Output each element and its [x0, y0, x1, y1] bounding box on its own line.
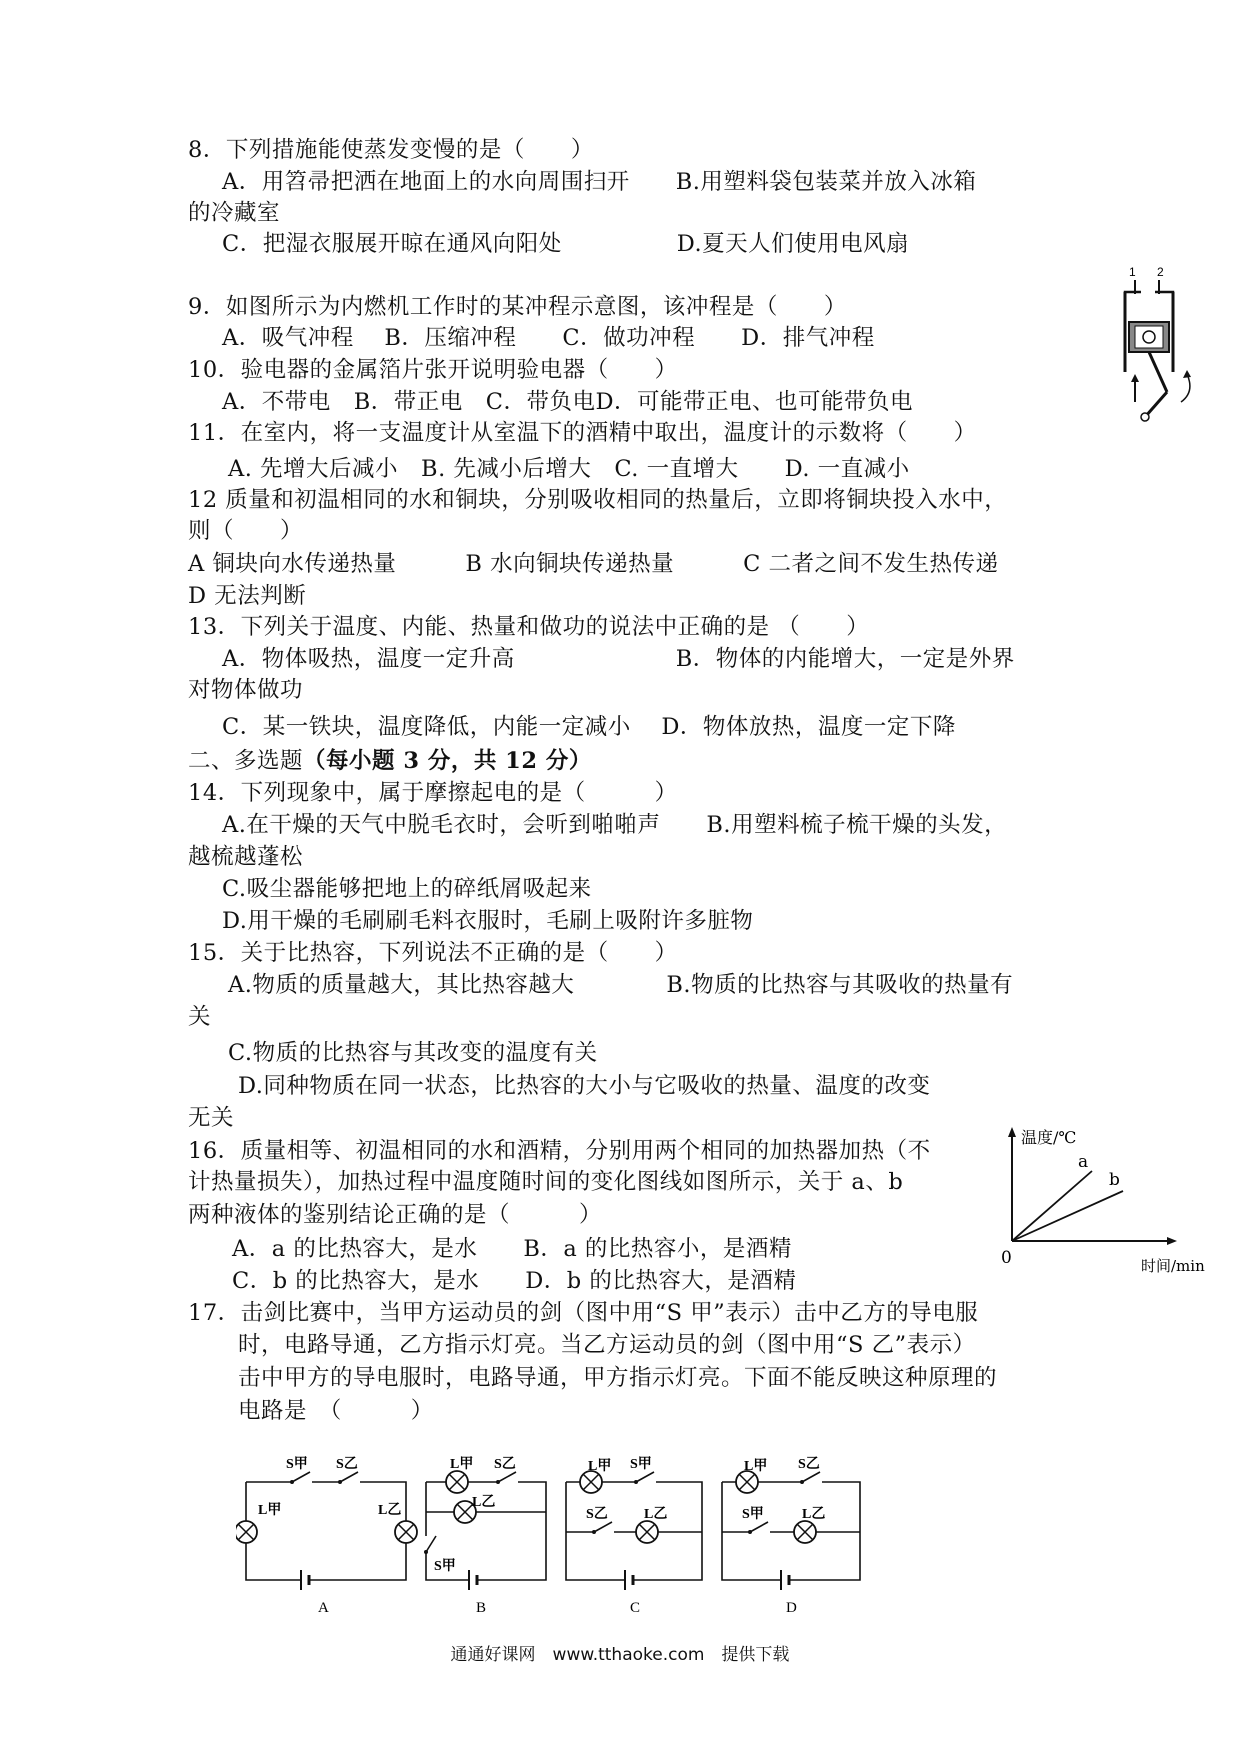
footer-credit: 通通好课网 www.tthaoke.com 提供下载 [450, 1645, 790, 1665]
graph-x-label: 时间/min [1141, 1257, 1205, 1275]
circuit-b-l-jia: L甲 [450, 1457, 474, 1472]
circuit-b-l-yi: L乙 [472, 1495, 496, 1510]
q12-options-abc: A 铜块向水传递热量 B 水向铜块传递热量 C 二者之间不发生热传递 [188, 551, 999, 577]
q10-stem: 10．验电器的金属箔片张开说明验电器（ ） [188, 357, 678, 383]
q17-stem: 17．击剑比赛中，当甲方运动员的剑（图中用“S 甲”表示）击中乙方的导电服 [188, 1300, 979, 1326]
line-a-label: a [1078, 1152, 1089, 1172]
q12-option-d: D 无法判断 [188, 583, 307, 609]
q13-stem: 13．下列关于温度、内能、热量和做功的说法中正确的是 （ ） [188, 614, 870, 640]
q16-stem-cont-1: 计热量损失），加热过程中温度随时间的变化图线如图所示，关于 a、b [188, 1169, 904, 1195]
q10-options: A．不带电 B．带正电 C．带负电D．可能带正电、也可能带负电 [222, 389, 914, 415]
circuit-a-s-yi: S乙 [336, 1457, 358, 1472]
q13-options-ab-cont: 对物体做功 [188, 677, 304, 703]
line-b [1012, 1191, 1123, 1241]
circuit-c [566, 1456, 702, 1612]
q15-option-c: C.物质的比热容与其改变的温度有关 [228, 1040, 598, 1066]
q8-stem: 8．下列措施能使蒸发变慢的是（ ） [188, 137, 594, 163]
q12-stem: 12 质量和初温相同的水和铜块，分别吸收相同的热量后，立即将铜块投入水中， [188, 487, 1008, 513]
engine-stroke-figure [1115, 262, 1215, 432]
q14-options-ab: A.在干燥的天气中脱毛衣时，会听到啪啪声 B.用塑料梳子梳干燥的头发， [222, 812, 1008, 838]
circuit-d-s-yi: S乙 [798, 1457, 820, 1472]
q16-options-cd: C．b 的比热容大，是水 D．b 的比热容大，是酒精 [232, 1268, 797, 1294]
q16-stem-cont-2: 两种液体的鉴别结论正确的是（ ） [188, 1202, 603, 1228]
circuit-c-s-yi: S乙 [586, 1507, 608, 1522]
circuit-a-l-jia: L甲 [258, 1503, 282, 1518]
valve-label-1: 1 [1129, 265, 1136, 279]
q15-options-ab: A.物质的质量越大，其比热容越大 B.物质的比热容与其吸收的热量有 [228, 972, 1014, 998]
q9-stem: 9．如图所示为内燃机工作时的某冲程示意图，该冲程是（ ） [188, 294, 847, 320]
q17-stem-cont-2: 击中甲方的导电服时，电路导通，甲方指示灯亮。下面不能反映这种原理的 [238, 1365, 998, 1391]
q14-option-d: D.用干燥的毛刷刷毛料衣服时，毛刷上吸附许多脏物 [222, 908, 754, 934]
q14-option-c: C.吸尘器能够把地上的碎纸屑吸起来 [222, 876, 592, 902]
q17-stem-cont-3: 电路是 （ ） [238, 1398, 434, 1424]
q9-options: A．吸气冲程 B．压缩冲程 C．做功冲程 D．排气冲程 [222, 325, 875, 351]
q15-option-d-cont: 无关 [188, 1105, 235, 1131]
circuit-b [424, 1456, 546, 1612]
graph-y-label: 温度/℃ [1021, 1128, 1077, 1147]
section-2-note: （每小题 3 分，共 12 分） [303, 748, 592, 774]
section-2-heading [188, 746, 592, 776]
circuit-b-caption: B [476, 1600, 487, 1612]
graph-origin: 0 [1001, 1248, 1012, 1268]
circuit-diagrams [236, 1452, 956, 1612]
q12-stem-cont: 则（ ） [188, 518, 304, 544]
q14-options-ab-cont: 越梳越蓬松 [188, 844, 304, 870]
circuit-d-s-jia: S甲 [742, 1507, 764, 1522]
q16-options-ab: A．a 的比热容大，是水 B．a 的比热容小，是酒精 [232, 1236, 792, 1262]
circuit-c-s-jia: S甲 [630, 1457, 652, 1472]
circuit-a-caption: A [318, 1600, 329, 1612]
circuit-b-s-yi: S乙 [494, 1457, 516, 1472]
circuit-d-caption: D [786, 1600, 797, 1612]
valve-label-2: 2 [1157, 265, 1164, 279]
q8-options-ab: A．用笤帚把洒在地面上的水向周围扫开 B.用塑料袋包装菜并放入冰箱 [222, 169, 977, 195]
circuit-c-l-jia: L甲 [588, 1459, 612, 1474]
q17-stem-cont-1: 时，电路导通，乙方指示灯亮。当乙方运动员的剑（图中用“S 乙”表示） [238, 1332, 976, 1358]
circuit-a [236, 1456, 417, 1612]
temperature-time-graph [995, 1125, 1220, 1290]
q11-stem: 11．在室内，将一支温度计从室温下的酒精中取出，温度计的示数将（ ） [188, 420, 977, 446]
q11-options: A. 先增大后减小 B. 先减小后增大 C. 一直增大 D. 一直减小 [228, 456, 910, 482]
q15-stem: 15．关于比热容，下列说法不正确的是（ ） [188, 940, 678, 966]
section-2-title: 二、多选题 [188, 748, 304, 774]
circuit-c-caption: C [630, 1600, 641, 1612]
circuit-c-l-yi: L乙 [644, 1507, 668, 1522]
q8-options-ab-cont: 的冷藏室 [188, 200, 281, 226]
q13-options-ab: A．物体吸热，温度一定升高 B．物体的内能增大，一定是外界 [222, 646, 1015, 672]
line-a [1012, 1171, 1092, 1241]
q15-option-d: D.同种物质在同一状态，比热容的大小与它吸收的热量、温度的改变 [238, 1073, 931, 1099]
circuit-d-l-jia: L甲 [744, 1459, 768, 1474]
q16-stem: 16．质量相等、初温相同的水和酒精，分别用两个相同的加热器加热（不 [188, 1138, 931, 1164]
line-b-label: b [1109, 1170, 1120, 1190]
circuit-a-l-yi: L乙 [378, 1503, 402, 1518]
q13-options-cd: C．某一铁块，温度降低，内能一定减小 D．物体放热，温度一定下降 [222, 714, 956, 740]
circuit-d [722, 1456, 860, 1612]
q8-options-cd: C．把湿衣服展开晾在通风向阳处 D.夏天人们使用电风扇 [222, 231, 910, 257]
circuit-a-s-jia: S甲 [286, 1457, 308, 1472]
circuit-d-l-yi: L乙 [802, 1507, 826, 1522]
q15-options-ab-cont: 关 [188, 1004, 212, 1030]
circuit-b-s-jia: S甲 [434, 1559, 456, 1574]
q14-stem: 14．下列现象中，属于摩擦起电的是（ ） [188, 780, 678, 806]
